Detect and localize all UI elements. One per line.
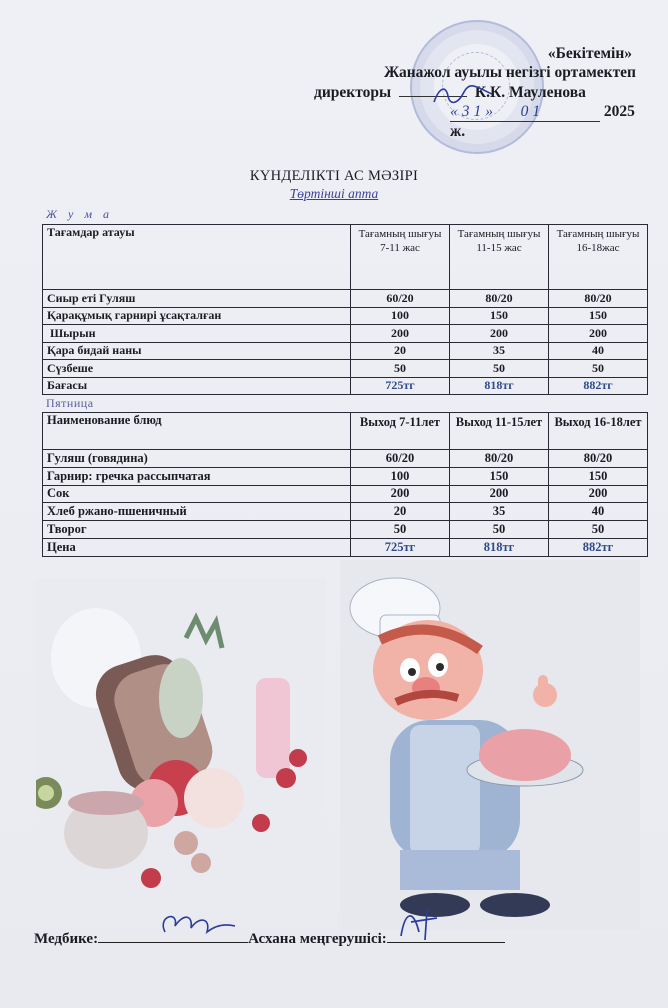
price-value: 818тг bbox=[450, 538, 549, 556]
table-row bbox=[43, 450, 648, 468]
header-age-11-15: Выход 11-15лет bbox=[450, 413, 549, 450]
portion: 60/20 bbox=[351, 290, 450, 308]
week-subtitle: Төртінші апта bbox=[289, 186, 379, 201]
signature-footer bbox=[34, 928, 505, 948]
approval-director-name: К.К. Мауленова bbox=[474, 84, 586, 101]
portion: 200 bbox=[450, 325, 549, 343]
date-day: «31» bbox=[450, 103, 497, 120]
kitchen-signature-line bbox=[387, 928, 505, 943]
price-label: Бағасы bbox=[43, 377, 351, 395]
header-age-16-18: Тағамның шығуы 16-18жас bbox=[549, 225, 648, 290]
portion: 20 bbox=[351, 503, 450, 521]
nurse-label: Медбике: bbox=[34, 931, 99, 947]
portion: 50 bbox=[450, 521, 549, 539]
portion: 200 bbox=[351, 485, 450, 503]
header-dish: Тағамдар атауы bbox=[43, 225, 351, 290]
price-label: Цена bbox=[43, 538, 351, 556]
dish-name: Шырын bbox=[43, 325, 351, 343]
approval-heading: «Бекітемін» bbox=[547, 45, 632, 62]
kitchen-signature-icon bbox=[393, 902, 453, 942]
table-row bbox=[43, 503, 648, 521]
dish-name: Қарақұмық гарнирі ұсақталған bbox=[43, 307, 351, 325]
table-row bbox=[43, 485, 648, 503]
table-row bbox=[43, 325, 648, 343]
nurse-signature-icon bbox=[153, 906, 243, 942]
portion: 200 bbox=[549, 485, 648, 503]
portion: 200 bbox=[450, 485, 549, 503]
portion: 50 bbox=[549, 521, 648, 539]
dish-name: Хлеб ржано-пшеничный bbox=[43, 503, 351, 521]
portion: 80/20 bbox=[549, 450, 648, 468]
chef-illustration-icon bbox=[340, 560, 640, 930]
portion: 200 bbox=[549, 325, 648, 343]
price-row bbox=[43, 377, 648, 395]
price-value: 725тг bbox=[351, 538, 450, 556]
portion: 100 bbox=[351, 307, 450, 325]
header-age-7-11: Тағамның шығуы 7-11 жас bbox=[351, 225, 450, 290]
portion: 40 bbox=[549, 503, 648, 521]
portion: 50 bbox=[351, 360, 450, 378]
header-dish: Наименование блюд bbox=[43, 413, 351, 450]
portion: 50 bbox=[549, 360, 648, 378]
portion: 150 bbox=[549, 467, 648, 485]
director-signature-icon bbox=[430, 82, 500, 108]
price-value: 882тг bbox=[549, 377, 648, 395]
approval-director-label: директоры bbox=[314, 84, 392, 101]
header-age-11-15: Тағамның шығуы 11-15 жас bbox=[450, 225, 549, 290]
portion: 35 bbox=[450, 503, 549, 521]
day-label-ru: Пятница bbox=[46, 396, 94, 410]
table-header-row bbox=[43, 413, 648, 450]
date-month: 01 bbox=[520, 103, 545, 120]
table-header-row bbox=[43, 225, 648, 290]
header-age-16-18: Выход 16-18лет bbox=[549, 413, 648, 450]
menu-table-ru bbox=[42, 412, 648, 557]
nurse-signature-line bbox=[98, 928, 248, 943]
price-value: 818тг bbox=[450, 377, 549, 395]
price-value: 725тг bbox=[351, 377, 450, 395]
portion: 80/20 bbox=[549, 290, 648, 308]
kitchen-head-label: Асхана меңгерушісі: bbox=[248, 931, 387, 947]
table-row bbox=[43, 307, 648, 325]
portion: 150 bbox=[450, 467, 549, 485]
price-row bbox=[43, 538, 648, 556]
price-value: 882тг bbox=[549, 538, 648, 556]
table-row bbox=[43, 360, 648, 378]
portion: 200 bbox=[351, 325, 450, 343]
food-illustration-icon bbox=[36, 578, 326, 898]
dish-name: Гуляш (говядина) bbox=[43, 450, 351, 468]
portion: 50 bbox=[351, 521, 450, 539]
dish-name: Қара бидай наны bbox=[43, 342, 351, 360]
table-row bbox=[43, 290, 648, 308]
portion: 150 bbox=[450, 307, 549, 325]
portion: 100 bbox=[351, 467, 450, 485]
dish-name: Творог bbox=[43, 521, 351, 539]
dish-name: Сиыр еті Гуляш bbox=[43, 290, 351, 308]
portion: 60/20 bbox=[351, 450, 450, 468]
menu-table-kz bbox=[42, 224, 648, 395]
day-label-kz: Ж у м а bbox=[46, 207, 113, 221]
menu-title: КҮНДЕЛІКТІ АС МӘЗІРІ bbox=[249, 168, 419, 184]
portion: 80/20 bbox=[450, 290, 549, 308]
date-year: 2025 ж. bbox=[450, 103, 635, 140]
portion: 20 bbox=[351, 342, 450, 360]
portion: 50 bbox=[450, 360, 549, 378]
table-row bbox=[43, 521, 648, 539]
header-age-7-11: Выход 7-11лет bbox=[351, 413, 450, 450]
table-row bbox=[43, 342, 648, 360]
approval-school: Жанажол ауылы негізгі ортамектеп bbox=[384, 64, 636, 81]
portion: 35 bbox=[450, 342, 549, 360]
dish-name: Сок bbox=[43, 485, 351, 503]
portion: 80/20 bbox=[450, 450, 549, 468]
table-row bbox=[43, 467, 648, 485]
dish-name: Гарнир: гречка рассыпчатая bbox=[43, 467, 351, 485]
portion: 40 bbox=[549, 342, 648, 360]
dish-name: Сүзбеше bbox=[43, 360, 351, 378]
portion: 150 bbox=[549, 307, 648, 325]
